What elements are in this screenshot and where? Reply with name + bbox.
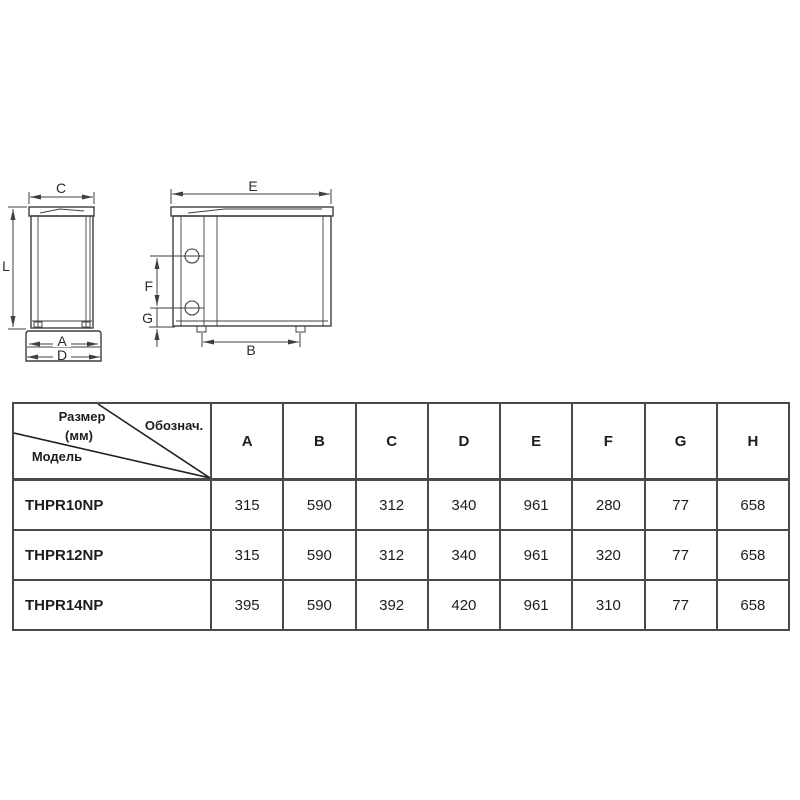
front-lid-crease	[188, 209, 322, 213]
value-cell: 280	[572, 480, 644, 531]
dim-label-g: G	[142, 310, 153, 326]
model-name: THPR14NP	[13, 580, 211, 630]
value-cell: 420	[428, 580, 500, 630]
header-row	[13, 403, 789, 480]
front-body	[173, 216, 331, 326]
model-name: THPR10NP	[13, 480, 211, 531]
corner-size-unit: (мм)	[65, 428, 93, 443]
value-cell: 312	[356, 530, 428, 580]
column-header-a: A	[211, 403, 283, 480]
table-row	[13, 580, 789, 630]
dim-label-c: C	[55, 180, 67, 196]
dim-label-e: E	[248, 178, 258, 194]
column-header-e: E	[500, 403, 572, 480]
value-cell: 340	[428, 530, 500, 580]
value-cell: 658	[717, 480, 789, 531]
value-cell: 590	[283, 480, 355, 531]
model-name: THPR12NP	[13, 530, 211, 580]
value-cell: 590	[283, 530, 355, 580]
side-lid-crease	[40, 209, 84, 213]
column-header-g: G	[645, 403, 717, 480]
value-cell: 340	[428, 480, 500, 531]
value-cell: 77	[645, 530, 717, 580]
value-cell: 310	[572, 580, 644, 630]
table-row	[13, 530, 789, 580]
value-cell: 590	[283, 580, 355, 630]
value-cell: 77	[645, 580, 717, 630]
value-cell: 77	[645, 480, 717, 531]
value-cell: 315	[211, 530, 283, 580]
side-top-cap	[29, 207, 94, 216]
column-header-c: C	[356, 403, 428, 480]
table-row	[13, 480, 789, 531]
dimensions-table	[12, 402, 790, 631]
front-view-drawing	[142, 178, 333, 358]
front-foot	[197, 326, 206, 332]
value-cell: 961	[500, 580, 572, 630]
column-header-b: B	[283, 403, 355, 480]
value-cell: 961	[500, 530, 572, 580]
column-header-d: D	[428, 403, 500, 480]
front-top-cap	[171, 207, 333, 216]
value-cell: 392	[356, 580, 428, 630]
side-body	[31, 216, 93, 328]
value-cell: 320	[572, 530, 644, 580]
value-cell: 315	[211, 480, 283, 531]
value-cell: 395	[211, 580, 283, 630]
dim-label-b: B	[246, 342, 256, 358]
corner-size-label: Размер	[58, 409, 106, 424]
dim-label-f: F	[144, 278, 153, 294]
table-corner-cell	[13, 403, 211, 480]
value-cell: 961	[500, 480, 572, 531]
value-cell: 658	[717, 580, 789, 630]
corner-designation-label: Обознач.	[144, 418, 204, 433]
column-header-f: F	[572, 403, 644, 480]
front-foot	[296, 326, 305, 332]
dim-label-l: L	[2, 258, 10, 274]
value-cell: 312	[356, 480, 428, 531]
column-header-h: H	[717, 403, 789, 480]
dim-label-a: A	[57, 333, 67, 349]
value-cell: 658	[717, 530, 789, 580]
side-view-drawing	[2, 180, 101, 363]
corner-model-label: Модель	[31, 449, 83, 464]
dimension-drawing	[0, 0, 360, 370]
dim-label-d: D	[56, 347, 68, 363]
